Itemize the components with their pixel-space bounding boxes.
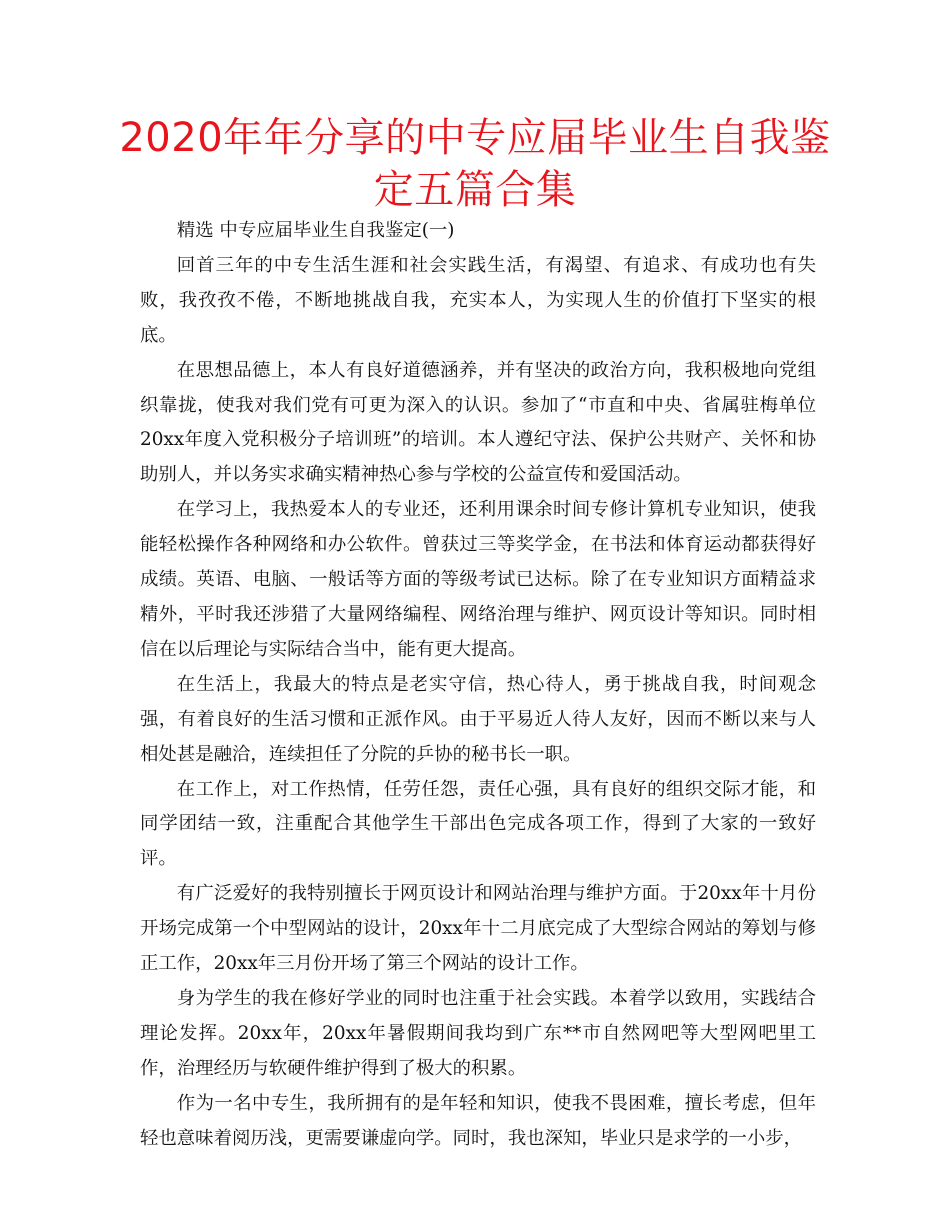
paragraph: 在生活上，我最大的特点是老实守信，热心待人，勇于挑战自我，时间观念强，有着良好的生活习惯和正派作风。由于平易近人待人友好，因而不断以来与人相处甚是融洽，连续担任了分院的乒协的秘书长一职。 [140, 673, 816, 765]
section-heading: 精选 中专应届毕业生自我鉴定(一) [176, 220, 455, 241]
paragraph: 在工作上，对工作热情，任劳任怨，责任心强，具有良好的组织交际才能，和同学团结一致，注重配合其他学生干部出色完成各项工作，得到了大家的一致好评。 [140, 778, 816, 870]
paragraph: 作为一名中专生，我所拥有的是年轻和知识，使我不畏困难，擅长考虑，但年轻也意味着阅历浅，更需要谦虚向学。同时，我也深知，毕业只是求学的一小步， [140, 1092, 816, 1149]
document-body [140, 214, 816, 1156]
paragraph: 在学习上，我热爱本人的专业还，还利用课余时间专修计算机专业知识，使我能轻松操作各种网络和办公软件。曾获过三等奖学金，在书法和体育运动都获得好成绩。英语、电脑、一般话等方面的等级考试已达标。除了在专业知识方面精益求精外，平时我还涉猎了大量网络编程、网络治理与维护、网页设计等知识。同时相信在以后理论与实际结合当中，能有更大提高。 [140, 499, 816, 660]
paragraph: 有广泛爱好的我特别擅长于网页设计和网站治理与维护方面。于20xx年十月份开场完成第一个中型网站的设计，20xx年十二月底完成了大型综合网站的筹划与修正工作，20xx年三月份开场了第三个网站的设计工作。 [140, 883, 816, 975]
paragraph: 回首三年的中专生活生涯和社会实践生活，有渴望、有追求、有成功也有失败，我孜孜不倦，不断地挑战自我，充实本人，为实现人生的价值打下坚实的根底。 [140, 254, 816, 346]
document-title: 2020年年分享的中专应届毕业生自我鉴定五篇合集 [119, 115, 831, 213]
paragraph: 身为学生的我在修好学业的同时也注重于社会实践。本着学以致用，实践结合理论发挥。20xx年，20xx年暑假期间我均到广东**市自然网吧等大型网吧里工作，治理经历与软硬件维护得到了极大的积累。 [140, 987, 816, 1079]
paragraph: 在思想品德上，本人有良好道德涵养，并有坚决的政治方向，我积极地向党组织靠拢，使我对我们党有可更为深入的认识。参加了“市直和中央、省属驻梅单位20xx年度入党积极分子培训班”的培训。本人遵纪守法、保护公共财产、关怀和协助别人，并以务实求确实精神热心参与学校的公益宣传和爱国活动。 [140, 359, 816, 486]
